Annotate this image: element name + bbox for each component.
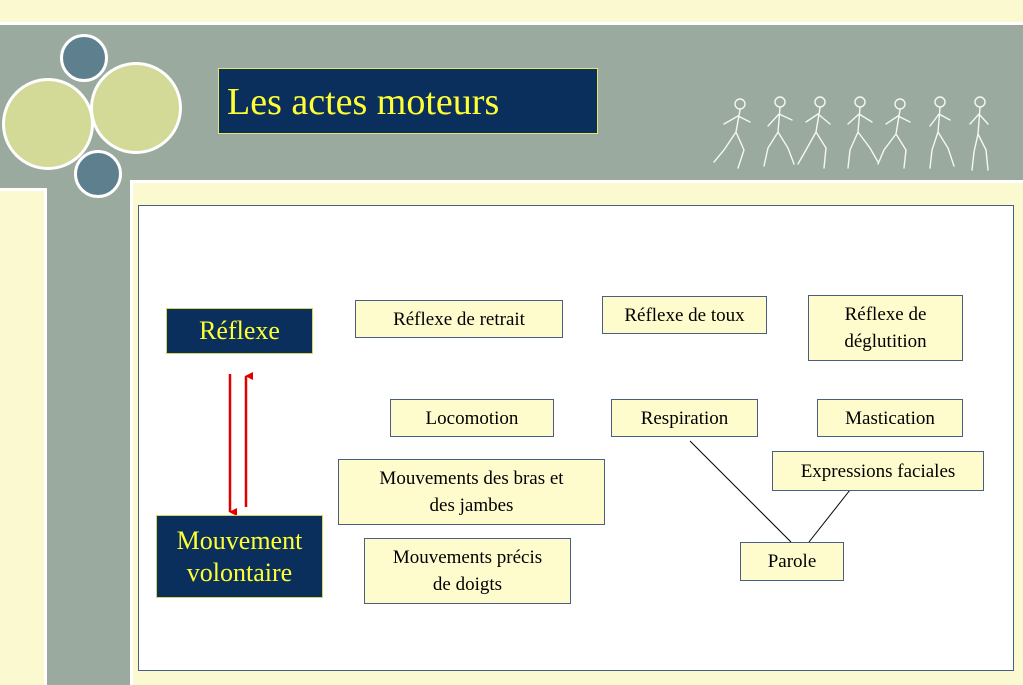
box-reflexe-retrait [355,300,563,338]
box-mastication-text: Mastication [845,407,935,429]
box-reflexe-toux-text: Réflexe de toux [624,304,745,326]
mouvement-label-line1: Mouvement [176,525,303,555]
reflexe-label [166,308,313,354]
box-locomotion-text: Locomotion [425,407,519,429]
box-locomotion [390,399,554,437]
box-reflexe-deglutition [808,295,963,361]
mouvement-label-line2: volontaire [186,557,293,587]
box-parole [740,542,844,581]
mouvement-volontaire-label [156,515,323,598]
box-doigts-line1: Mouvements précis [392,547,543,568]
box-mastication [817,399,963,437]
box-reflexe-retrait-text: Réflexe de retrait [393,308,525,330]
box-expressions-text: Expressions faciales [800,460,956,482]
box-reflexe-toux [602,296,767,334]
box-respiration [611,399,758,437]
box-mouvements-bras-jambes [338,459,605,525]
box-reflexe-deglutition-line2: déglutition [844,331,927,352]
box-mouvements-precis-doigts [364,538,571,604]
slide-title: Les actes moteurs [218,68,598,134]
reflexe-label-text: Réflexe [199,316,280,345]
box-bras-jambes-line1: Mouvements des bras et [379,468,564,489]
box-reflexe-deglutition-line1: Réflexe de [844,304,927,325]
box-bras-jambes-line2: des jambes [429,495,514,516]
box-doigts-line2: de doigts [432,574,503,595]
box-expressions-faciales [772,451,984,491]
box-respiration-text: Respiration [640,407,729,429]
box-parole-text: Parole [767,551,817,572]
connector-expressions-parole [809,490,850,542]
